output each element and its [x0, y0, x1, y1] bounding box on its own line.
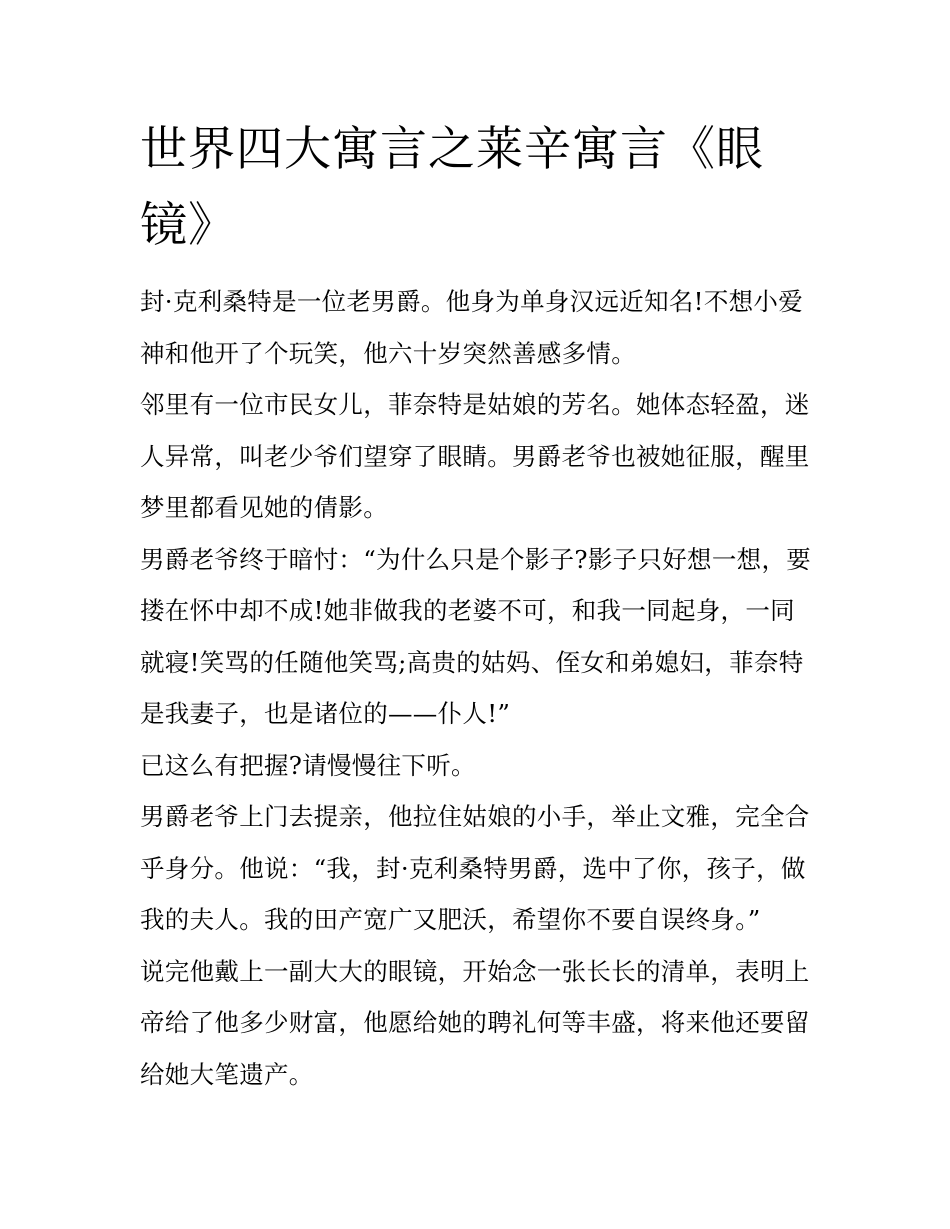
paragraph-5: 男爵老爷上门去提亲，他拉住姑娘的小手，举止文雅，完全合 乎身分。他说：“我，封·克利桑特男爵，选中了你，孩子，做 我的夫人。我的田产宽广又肥沃，希望你不要自误终身。”	[140, 802, 810, 934]
paragraph-6: 说完他戴上一副大大的眼镜，开始念一张长长的清单，表明上 帝给了他多少财富，他愿给她的聘礼何等丰盛，将来他还要留 给她大笔遗产。	[140, 956, 810, 1089]
document-title: 世界四大寓言之莱辛寓言《眼 镜》	[140, 122, 764, 253]
paragraph-4: 已这么有把握?请慢慢往下听。	[140, 750, 476, 780]
document-body	[140, 276, 820, 1100]
paragraph-2: 邻里有一位市民女儿，菲奈特是姑娘的芳名。她体态轻盈，迷 人异常，叫老少爷们望穿了眼睛。男爵老爷也被她征服，醒里 梦里都看见她的倩影。	[140, 390, 810, 522]
paragraph-1: 封·克利桑特是一位老男爵。他身为单身汉远近知名!不想小爱 神和他开了个玩笑，他六十岁突然善感多情。	[140, 287, 804, 368]
paragraph-3: 男爵老爷终于暗忖：“为什么只是个影子?影子只好想一想，要 搂在怀中却不成!她非做我的老婆不可，和我一同起身，一同 就寝!笑骂的任随他笑骂;高贵的姑妈、侄女和弟媳妇，菲奈特 是我妻子，也是诸位的——仆人!”	[140, 544, 812, 728]
